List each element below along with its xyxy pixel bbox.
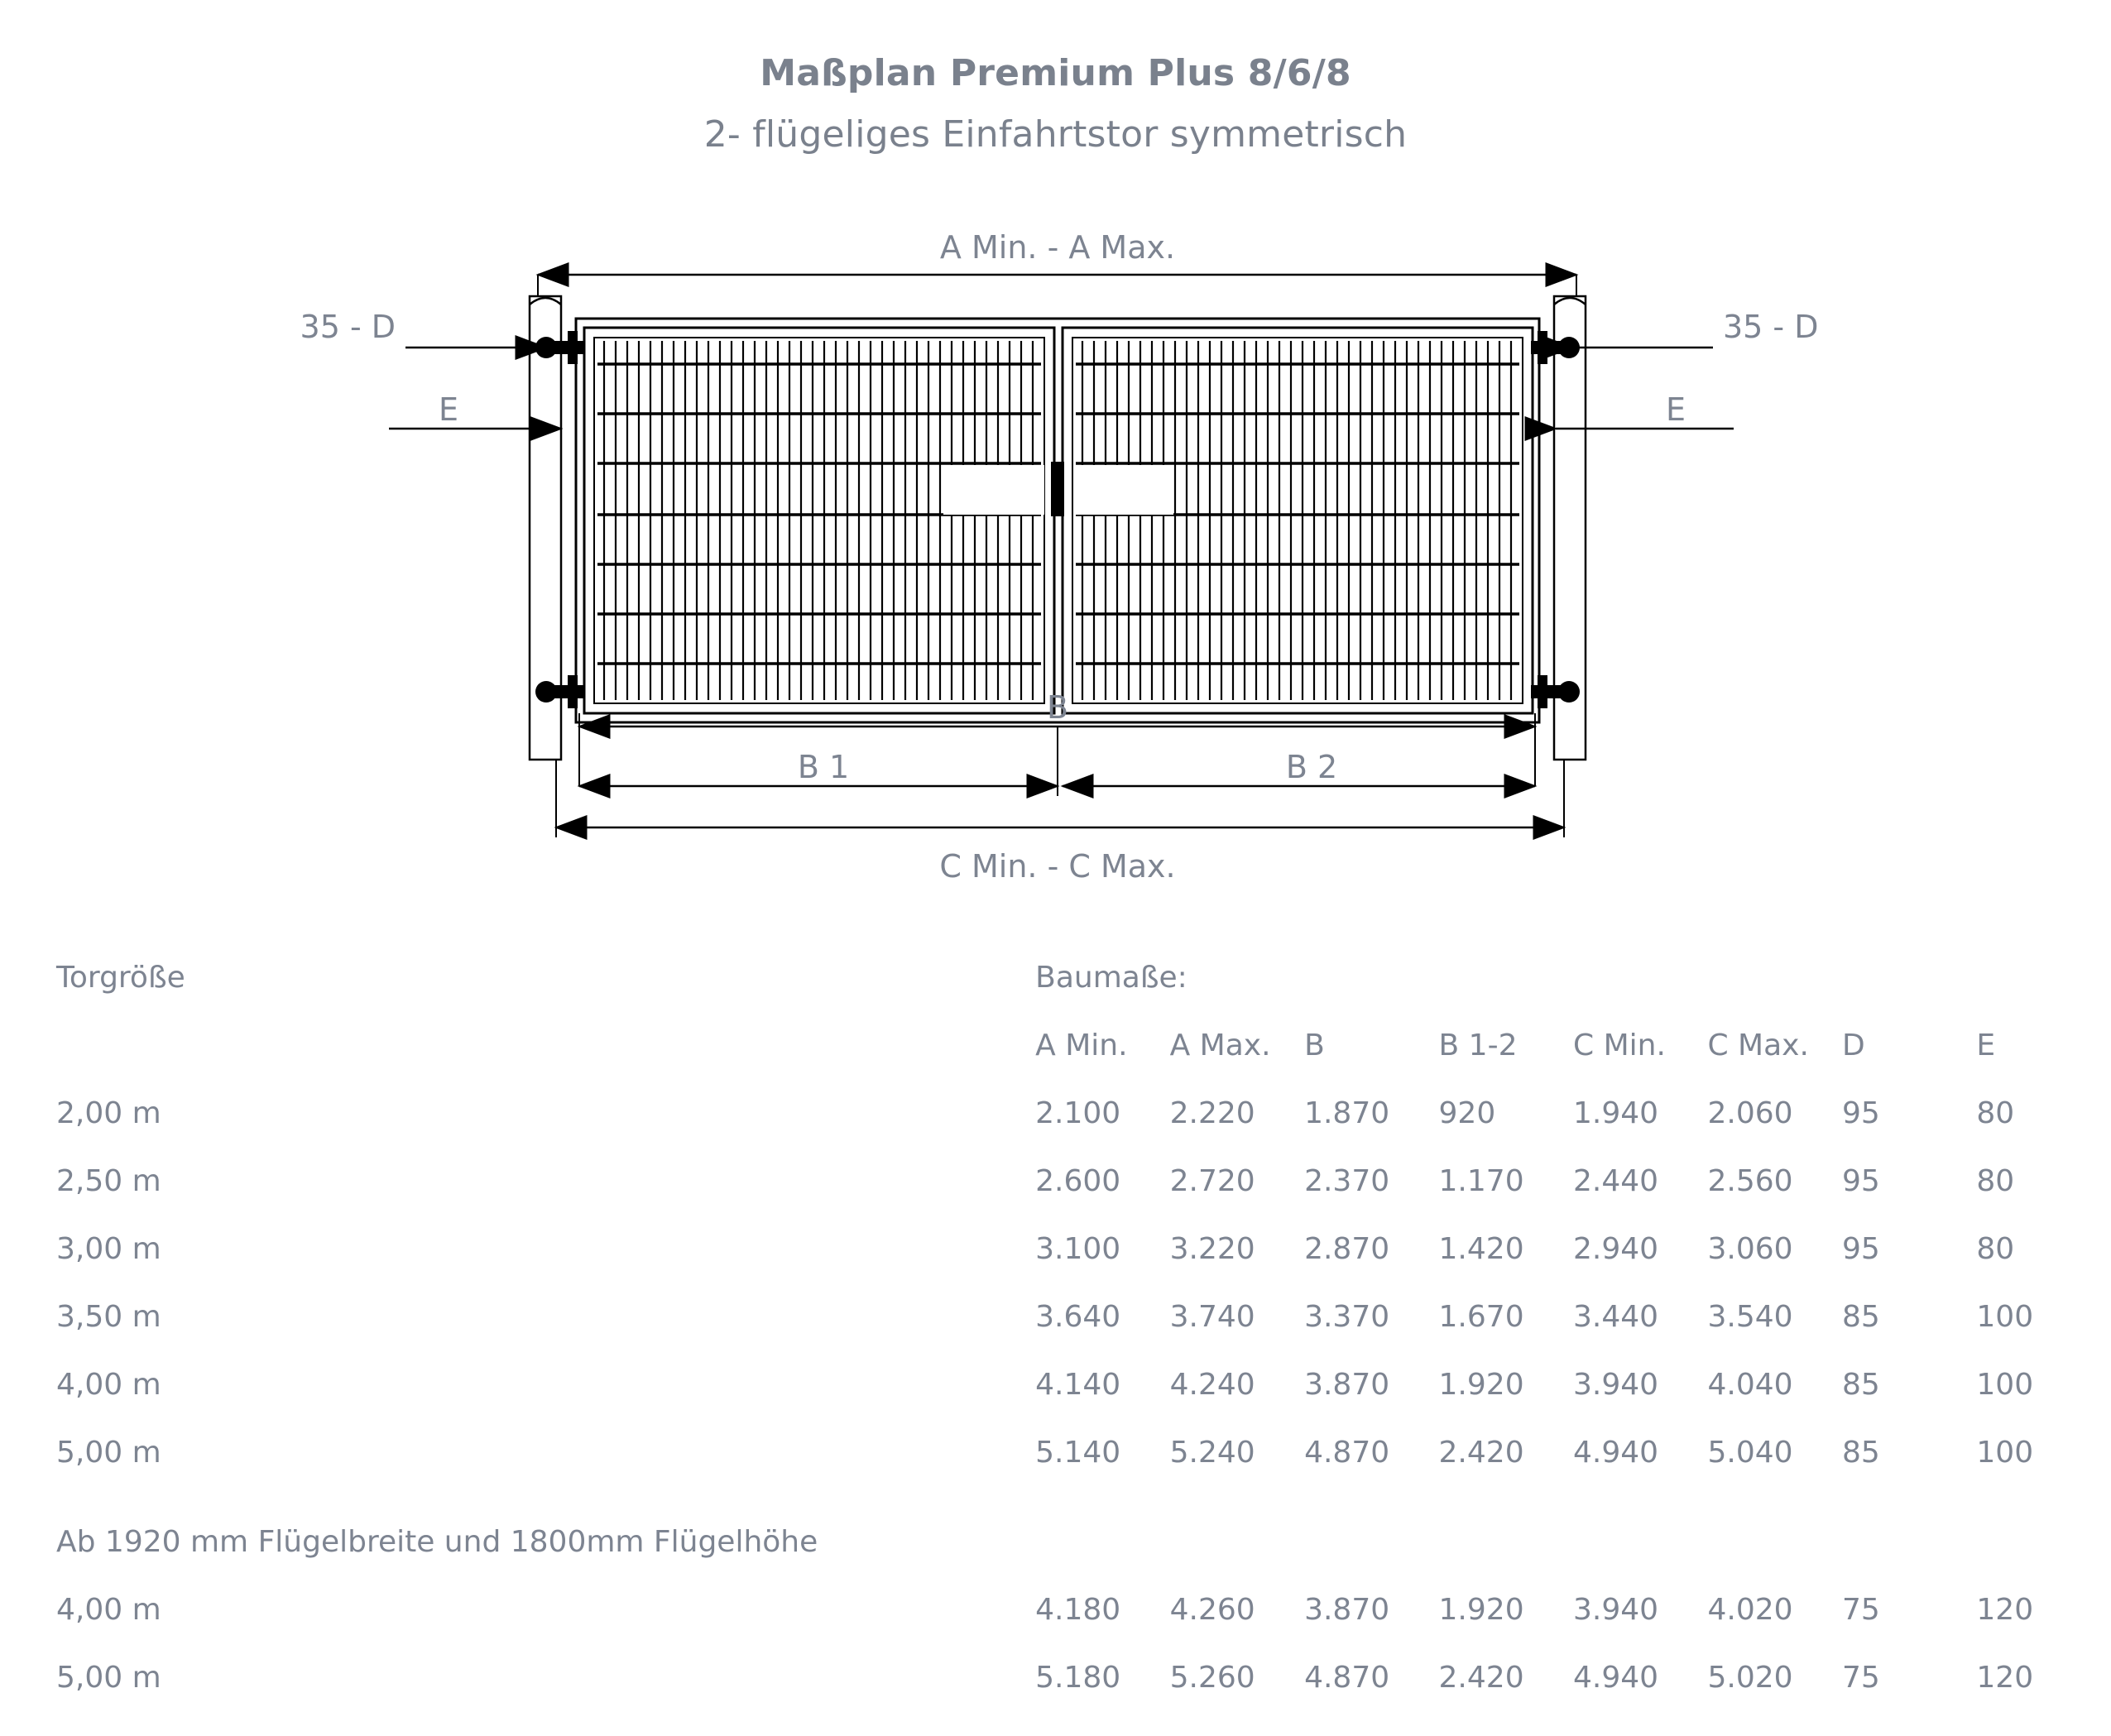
header-torgroesse: Torgröße [56,960,185,995]
label-e-left: E [438,391,459,428]
cell-a-max: 4.260 [1169,1592,1255,1627]
header-d: D [1841,1028,1865,1062]
header-b: B [1304,1028,1325,1062]
label-a-span: A Min. - A Max. [939,229,1176,266]
cell-a-min: 4.180 [1035,1592,1121,1627]
cell-b: 4.870 [1304,1660,1390,1695]
dimension-c [556,760,1564,837]
header-blank [0,1011,1035,1079]
label-e-right: E [1665,391,1686,428]
cell-d: 75 [1841,1592,1880,1627]
cell-a-max: 5.260 [1169,1660,1255,1695]
cell-b: 3.370 [1304,1299,1390,1334]
cell-d: 85 [1841,1435,1880,1470]
cell-size: 3,50 m [56,1299,161,1334]
cell-b12: 1.420 [1438,1231,1524,1266]
cell-b: 2.870 [1304,1231,1390,1266]
cell-e: 80 [1976,1163,2015,1198]
label-d-right: 35 - D [1723,309,1819,345]
cell-e: 80 [1976,1231,2015,1266]
header-a-min: A Min. [1035,1028,1128,1062]
cell-c-max: 3.060 [1707,1231,1793,1266]
cell-c-min: 3.440 [1573,1299,1659,1334]
cell-c-min: 2.440 [1573,1163,1659,1198]
cell-c-min: 1.940 [1573,1096,1659,1130]
cell-e: 120 [1976,1660,2034,1695]
header-b12: B 1-2 [1438,1028,1518,1062]
cell-b12: 2.420 [1438,1435,1524,1470]
cell-c-min: 3.940 [1573,1592,1659,1627]
dimensions-table [0,943,2111,1711]
cell-b: 3.870 [1304,1592,1390,1627]
label-c-span: C Min. - C Max. [939,848,1176,885]
cell-c-max: 2.560 [1707,1163,1793,1198]
cell-a-min: 2.600 [1035,1163,1121,1198]
cell-a-max: 3.220 [1169,1231,1255,1266]
cell-b12: 1.920 [1438,1592,1524,1627]
center-latch [1051,462,1064,516]
cell-b12: 2.420 [1438,1660,1524,1695]
cell-d: 85 [1841,1299,1880,1334]
cell-c-min: 4.940 [1573,1435,1659,1470]
cell-c-max: 5.020 [1707,1660,1793,1695]
cell-e: 120 [1976,1592,2034,1627]
cell-a-max: 4.240 [1169,1367,1255,1402]
cell-b: 1.870 [1304,1096,1390,1130]
note-text: Ab 1920 mm Flügelbreite und 1800mm Flügelhöhe [56,1524,818,1559]
table-row [0,1147,2111,1215]
cell-c-min: 3.940 [1573,1367,1659,1402]
cell-c-max: 3.540 [1707,1299,1793,1334]
cell-b12: 1.920 [1438,1367,1524,1402]
cell-size: 5,00 m [56,1660,161,1695]
cell-c-max: 4.020 [1707,1592,1793,1627]
gate-technical-drawing [0,207,2111,968]
header-a-max: A Max. [1169,1028,1271,1062]
cell-size: 5,00 m [56,1435,161,1470]
cell-a-min: 3.100 [1035,1231,1121,1266]
cell-e: 100 [1976,1367,2034,1402]
header-c-max: C Max. [1707,1028,1809,1062]
cell-a-min: 2.100 [1035,1096,1121,1130]
table-row [0,1575,2111,1643]
cell-e: 100 [1976,1435,2034,1470]
table-header-row [0,1011,2111,1079]
table-note-row [0,1486,2111,1575]
table-row [0,1079,2111,1147]
label-b1: B 1 [797,749,850,785]
dimension-a [538,275,1576,319]
spec-table-area [0,943,2111,1711]
page-subtitle: 2- flügeliges Einfahrtstor symmetrisch [703,113,1408,156]
table-row [0,1283,2111,1350]
cell-b12: 920 [1438,1096,1496,1130]
cell-d: 95 [1841,1231,1880,1266]
cell-a-max: 3.740 [1169,1299,1255,1334]
cell-size: 2,50 m [56,1163,161,1198]
table-row [0,1350,2111,1418]
cell-b: 2.370 [1304,1163,1390,1198]
cell-b: 3.870 [1304,1367,1390,1402]
cell-a-max: 2.720 [1169,1163,1255,1198]
cell-d: 75 [1841,1660,1880,1695]
cell-c-max: 2.060 [1707,1096,1793,1130]
cell-c-min: 2.940 [1573,1231,1659,1266]
cell-a-min: 5.180 [1035,1660,1121,1695]
cell-e: 100 [1976,1299,2034,1334]
cell-size: 2,00 m [56,1096,161,1130]
cell-size: 3,00 m [56,1231,161,1266]
cell-d: 95 [1841,1096,1880,1130]
cell-size: 4,00 m [56,1592,161,1627]
cell-c-max: 5.040 [1707,1435,1793,1470]
cell-b12: 1.670 [1438,1299,1524,1334]
cell-a-min: 4.140 [1035,1367,1121,1402]
table-row [0,1215,2111,1283]
header-c-min: C Min. [1573,1028,1666,1062]
page-title: Maßplan Premium Plus 8/6/8 [760,52,1351,94]
label-d-left: 35 - D [300,309,396,345]
cell-d: 95 [1841,1163,1880,1198]
cell-a-max: 2.220 [1169,1096,1255,1130]
header-e: E [1976,1028,1996,1062]
cell-a-max: 5.240 [1169,1435,1255,1470]
label-b: B [1046,689,1069,726]
label-b2: B 2 [1285,749,1338,785]
cell-c-max: 4.040 [1707,1367,1793,1402]
cell-a-min: 3.640 [1035,1299,1121,1334]
title-block [0,43,2111,165]
table-row [0,1418,2111,1486]
cell-size: 4,00 m [56,1367,161,1402]
cell-a-min: 5.140 [1035,1435,1121,1470]
table-row [0,1643,2111,1711]
table-header-group-row [0,943,2111,1011]
cell-b12: 1.170 [1438,1163,1524,1198]
cell-c-min: 4.940 [1573,1660,1659,1695]
header-baumasse: Baumaße: [1035,960,1187,995]
cell-b: 4.870 [1304,1435,1390,1470]
cell-e: 80 [1976,1096,2015,1130]
cell-d: 85 [1841,1367,1880,1402]
